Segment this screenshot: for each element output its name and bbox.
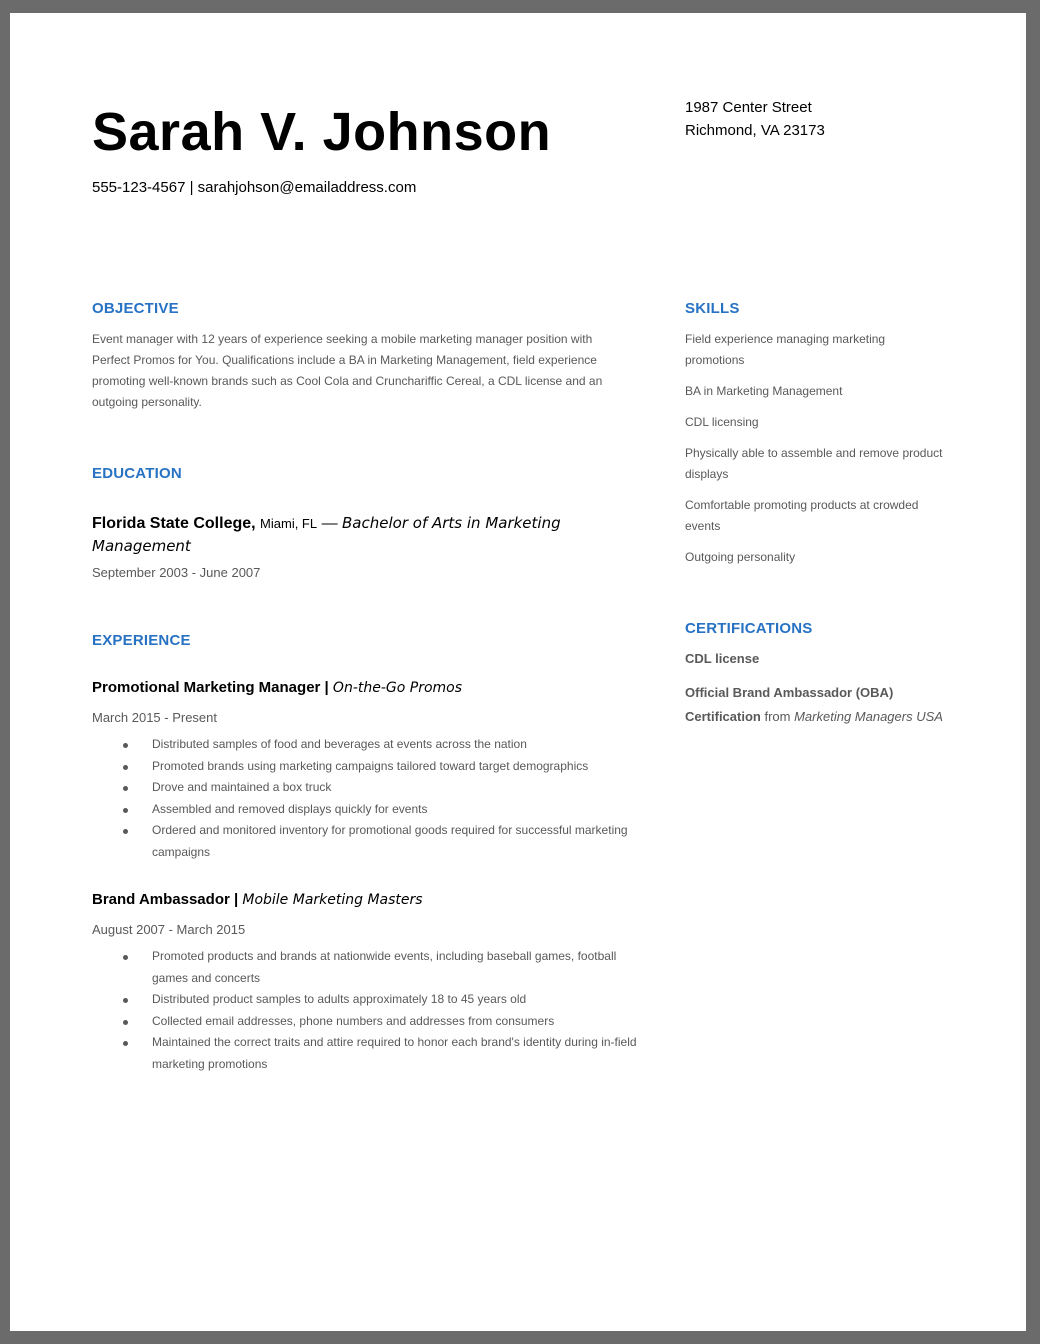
- skill-item: BA in Marketing Management: [685, 384, 843, 398]
- education-dates: September 2003 - June 2007: [92, 565, 261, 580]
- contact-line: 555-123-4567 | sarahjohson@emailaddress.com: [92, 179, 417, 196]
- resume-page: [10, 13, 1026, 1331]
- address-block: [685, 96, 825, 142]
- skill-item: Comfortable promoting products at crowded events: [685, 498, 919, 533]
- objective-text: Event manager with 12 years of experience seeking a mobile marketing manager position with Perfect Promos for You. Qualifications include a BA in Marketing Management, field experience promoting well-known brands such as Cool Cola and Crunchariffic Cereal, a CDL license and an outgoing personality.: [92, 332, 603, 409]
- candidate-name: Sarah V. Johnson: [92, 102, 552, 162]
- education-heading: EDUCATION: [92, 465, 182, 482]
- skill-item: CDL licensing: [685, 415, 759, 429]
- bullet-icon: [123, 829, 128, 834]
- bullet-icon: [123, 1041, 128, 1046]
- education-dash: —: [321, 515, 338, 532]
- certification-name: Official Brand Ambassador (OBA) Certification: [685, 685, 894, 724]
- bullet-icon: [123, 1020, 128, 1025]
- job-company: Mobile Marketing Masters: [242, 892, 423, 908]
- certification-name: CDL license: [685, 651, 760, 666]
- certification-issuer: Marketing Managers USA: [794, 709, 943, 724]
- address-line-2: Richmond, VA 23173: [685, 122, 825, 139]
- job-separator: |: [233, 891, 239, 908]
- bullet-icon: [123, 765, 128, 770]
- school-location: Miami, FL: [260, 516, 318, 531]
- skills-list: [685, 329, 945, 578]
- bullet-icon: [123, 955, 128, 960]
- certification-item: [685, 647, 945, 671]
- skill-item: Field experience managing marketing promotions: [685, 332, 886, 367]
- certification-from: from: [764, 709, 791, 724]
- job-bullet-list: [92, 734, 652, 863]
- skill-item: Outgoing personality: [685, 550, 796, 564]
- certifications-heading: CERTIFICATIONS: [685, 620, 813, 637]
- bullet-icon: [123, 808, 128, 813]
- list-item: Maintained the correct traits and attire required to honor each brand's identity during in-field marketing promotions: [92, 1032, 652, 1075]
- objective-heading: OBJECTIVE: [92, 300, 179, 317]
- job-title-line: [92, 891, 423, 908]
- list-item: Ordered and monitored inventory for promotional goods required for successful marketing campaigns: [92, 820, 652, 863]
- list-item: Promoted products and brands at nationwide events, including baseball games, football games and concerts: [92, 946, 652, 989]
- job-dates: August 2007 - March 2015: [92, 922, 246, 937]
- list-item: Drove and maintained a box truck: [92, 777, 652, 799]
- bullet-icon: [123, 743, 128, 748]
- experience-heading: EXPERIENCE: [92, 632, 191, 649]
- skills-heading: SKILLS: [685, 300, 740, 317]
- list-item: Assembled and removed displays quickly for events: [92, 799, 652, 821]
- education-entry: [92, 512, 612, 558]
- job-separator: |: [324, 679, 329, 696]
- list-item: Distributed samples of food and beverages at events across the nation: [92, 734, 652, 756]
- job-title: Promotional Marketing Manager: [92, 679, 321, 696]
- bullet-icon: [123, 998, 128, 1003]
- address-line-1: 1987 Center Street: [685, 99, 812, 116]
- degree-name: Bachelor of Arts in Marketing Management: [92, 514, 561, 555]
- bullet-icon: [123, 786, 128, 791]
- certification-item: [685, 681, 945, 729]
- list-item: Promoted brands using marketing campaigns tailored toward target demographics: [92, 756, 652, 778]
- school-name: Florida State College,: [92, 515, 256, 532]
- job-title-line: [92, 679, 462, 696]
- job-company: On-the-Go Promos: [332, 680, 463, 696]
- list-item: Collected email addresses, phone numbers and addresses from consumers: [92, 1011, 652, 1033]
- job-bullet-list: [92, 946, 652, 1075]
- job-title: Brand Ambassador: [92, 891, 230, 908]
- job-dates: March 2015 - Present: [92, 710, 218, 725]
- skill-item: Physically able to assemble and remove product displays: [685, 446, 943, 481]
- list-item: Distributed product samples to adults approximately 18 to 45 years old: [92, 989, 652, 1011]
